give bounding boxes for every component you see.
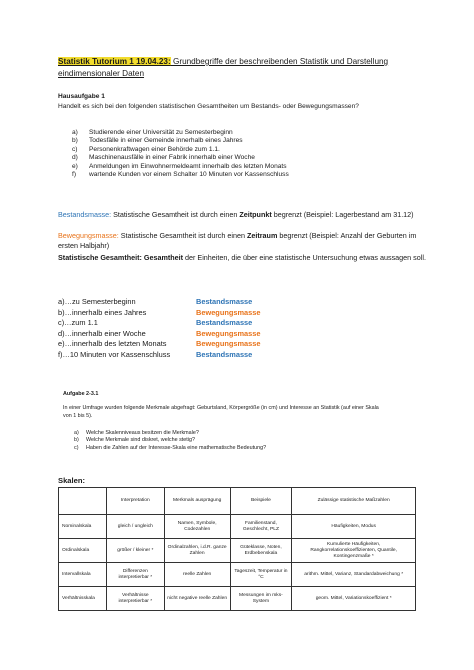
table-cell: Güteklasse, Noten, Erdbebenskala — [230, 539, 292, 563]
table-cell: geom. Mittel, Variationskoeffizient * — [292, 587, 416, 611]
list-item: f) wartende Kunden vor einem Schalter 10 Minuten vor Kassenschluss — [72, 171, 289, 179]
list-item: a) Studierende einer Universität zu Semesterbeginn — [72, 129, 233, 136]
list-item: d) Maschinenausfälle in einer Fabrik innerhalb einer Woche — [72, 154, 255, 162]
table-cell: gleich / ungleich — [106, 515, 164, 539]
hausaufgabe-list — [72, 129, 289, 179]
skalen-heading: Skalen: — [58, 476, 86, 485]
list-item: b) Todesfälle in einer Gemeinde innerhalb eines Jahres — [72, 137, 243, 145]
table-cell: Verhältnisse interpretierbar * — [106, 587, 164, 611]
table-header — [59, 488, 107, 515]
answer-list — [58, 297, 261, 361]
hausaufgabe-question: Handelt es sich bei den folgenden statistischen Gesamtheiten um Bestands- oder Bewegungsmassen? — [58, 103, 359, 110]
table-cell: nicht negative reelle Zahlen — [164, 587, 230, 611]
list-item: c) Personenkraftwagen einer Behörde zum 1.1. — [72, 145, 220, 153]
table-cell: Familienstand, Geschlecht, PLZ — [230, 515, 292, 539]
table-cell: Nominalskala — [59, 515, 107, 539]
table-cell: Ordinalzahlen, i.d.R. ganze Zahlen — [164, 539, 230, 563]
aufgabe-heading: Aufgabe 2-3.1 — [63, 391, 99, 397]
aufgabe-intro: In einer Umfrage wurden folgende Merkmale abgefragt: Geburtsland, Körpergröße (in cm) und Interesse an Statistik (auf einer Skala von 1 bis 5). — [63, 405, 379, 419]
definition-bewegungsmasse: Bewegungsmasse: Statistische Gesamtheit ist durch einen Zeitraum begrenzt (Beispiel: Anzahl der Geburten im ersten Halbjahr) — [58, 231, 417, 251]
table-cell: Namen, Symbole, Codezahlen — [164, 515, 230, 539]
answer-row: c)…zum 1.1 Bestandsmasse — [58, 318, 253, 328]
title-rest: Grundbegriffe der beschreibenden Statistik und Darstellung eindimensionaler Daten — [58, 57, 389, 78]
list-item: c) Haben die Zahlen auf der Interesse-Skala eine mathematische Bedeutung? — [74, 444, 267, 451]
table-header: Zulässige statistische Maßzahlen — [292, 488, 416, 515]
table-cell: Kumulierte Häufigkeiten, Rangkorrelationskoeffizienten, Quantile, Kontingenzmaße * — [292, 539, 416, 563]
answer-row: a)…zu Semesterbeginn Bestandsmasse — [58, 297, 253, 306]
answer-row: e)…innerhalb des letzten Monats Bewegungsmasse — [58, 339, 261, 349]
hausaufgabe-heading: Hausaufgabe 1 — [58, 93, 105, 100]
table-row — [59, 539, 416, 563]
aufgabe-questions — [74, 430, 266, 452]
answer-row: b)…innerhalb eines Jahres Bewegungsmasse — [58, 307, 261, 317]
table-header-row — [59, 488, 416, 515]
table-row — [59, 563, 416, 587]
table-header: Beispiele — [230, 488, 292, 515]
table-cell: arithm. Mittel, Varianz, Standardabweichung * — [292, 563, 416, 587]
table-header: Interpretation — [106, 488, 164, 515]
table-row — [59, 587, 416, 611]
table-row — [59, 515, 416, 539]
table-header: Merkmals ausprägung — [164, 488, 230, 515]
table-cell: Differenzen interpretierbar * — [106, 563, 164, 587]
list-item: e) Anmeldungen im Einwohnermeldeamt innerhalb des letzten Monats — [72, 162, 287, 170]
table-cell: Tageszeit, Temperatur in °C — [230, 563, 292, 587]
table-cell: reelle Zahlen — [164, 563, 230, 587]
definition-gesamtheit: Statistische Gesamtheit: Gesamtheit der Einheiten, die über eine statistische Untersuchung etwas aussagen soll. — [58, 253, 426, 262]
title-highlight: Statistik Tutorium 1 19.04.23: — [58, 57, 171, 66]
skalen-table — [58, 487, 416, 611]
answer-row: d)…innerhalb einer Woche Bewegungsmasse — [58, 328, 261, 338]
document-title — [58, 56, 428, 80]
list-item: a) Welche Skalenniveaus besitzen die Merkmale? — [74, 430, 199, 436]
list-item: b) Welche Merkmale sind diskret, welche stetig? — [74, 437, 195, 444]
table-cell: Häufigkeiten, Modus — [292, 515, 416, 539]
table-cell: Intervallskala — [59, 563, 107, 587]
answer-row: f)…10 Minuten vor Kassenschluss Bestandsmasse — [58, 349, 253, 359]
table-cell: Messungen im mks-System — [230, 587, 292, 611]
table-cell: Verhältnisskala — [59, 587, 107, 611]
definition-bestandsmasse: Bestandsmasse: Statistische Gesamtheit ist durch einen Zeitpunkt begrenzt (Beispiel: Lagerbestand am 31.12) — [58, 210, 414, 219]
table-cell: Ordinalskala — [59, 539, 107, 563]
table-cell: größer / kleiner * — [106, 539, 164, 563]
